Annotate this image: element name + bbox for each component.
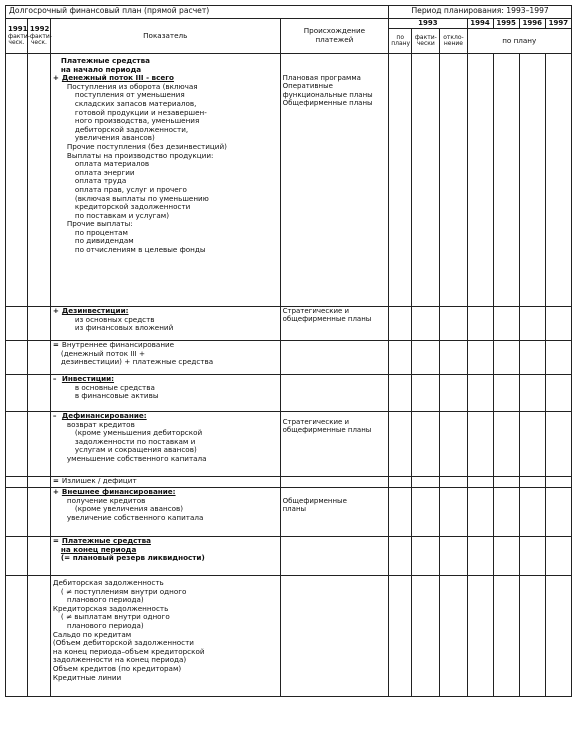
liquidity-reserve-note: (= плановый резерв ликвидности)	[60, 553, 205, 563]
col-1993-plan	[389, 29, 412, 54]
plan-title: Долгосрочный финансовый план (прямой расчет)	[6, 6, 389, 19]
receipts-line: ного производства, уменьшения	[74, 116, 200, 126]
receivables-note: планового периода)	[66, 595, 144, 605]
cell-1994	[467, 488, 493, 537]
cell-1991	[6, 412, 28, 477]
definancing-title: Дефинансирование:	[61, 411, 147, 420]
cell-1993-plan	[389, 341, 412, 375]
col-1992	[27, 19, 50, 54]
cell-1992	[27, 307, 50, 341]
cell-1996	[519, 375, 545, 412]
cell-1994	[467, 477, 493, 488]
cell-1993-plan	[389, 477, 412, 488]
cell-1995	[493, 54, 519, 307]
source-cell	[280, 576, 389, 697]
cell-1996	[519, 576, 545, 697]
cell-1992	[27, 412, 50, 477]
cell-1997	[545, 54, 571, 307]
plus-sign: +	[52, 73, 59, 83]
indicator-cell	[50, 537, 280, 576]
cell-1997	[545, 307, 571, 341]
cell-1993-dev	[440, 412, 467, 477]
other-payments-line: по отчислениям в целевые фонды	[74, 245, 206, 255]
payables-note: ( ≠ выплатам внутри одного	[60, 612, 170, 622]
cell-1997	[545, 341, 571, 375]
cell-1995	[493, 341, 519, 375]
internal-financing-line: дезинвестиции) + платежные средства	[60, 357, 214, 367]
col-1993-plan-1: по	[396, 33, 404, 41]
external-financing-item: получение кредитов	[66, 495, 146, 505]
cell-1997	[545, 488, 571, 537]
year-1995: 1995	[493, 19, 519, 29]
equals-sign: =	[52, 340, 59, 349]
source-line: Общефирменные планы	[282, 99, 373, 108]
cell-1991	[6, 488, 28, 537]
col-1993-fact	[412, 29, 440, 54]
table-row	[6, 488, 572, 537]
cell-1994	[467, 341, 493, 375]
cell-1993-fact	[412, 412, 440, 477]
year-1994: 1994	[467, 19, 493, 29]
table-row	[6, 375, 572, 412]
cash-start-title-2: на начало периода	[60, 64, 142, 74]
cell-1992	[27, 488, 50, 537]
cell-1995	[493, 576, 519, 697]
cell-1993-dev	[440, 307, 467, 341]
cell-1993-plan	[389, 537, 412, 576]
col-1993-fact-1: факти-	[414, 33, 437, 41]
cash-start-title: Платежные средства	[60, 56, 150, 65]
payments-line: по поставкам и услугам)	[74, 210, 170, 220]
payments-line: оплата энергии	[74, 167, 135, 177]
cell-1993-fact	[412, 576, 440, 697]
cell-1996	[519, 54, 545, 307]
cash-end-title: Платежные средства	[61, 536, 151, 545]
cell-1994	[467, 375, 493, 412]
minus-sign: –	[52, 411, 57, 420]
year-1996: 1996	[519, 19, 545, 29]
cell-1994	[467, 576, 493, 697]
table-row	[6, 576, 572, 697]
other-payments-line: по дивидендам	[74, 236, 134, 246]
receivables-note: ( ≠ поступлениям внутри одного	[60, 586, 187, 596]
cell-1996	[519, 537, 545, 576]
cell-1994	[467, 412, 493, 477]
table-row	[6, 412, 572, 477]
header-row-1	[6, 19, 572, 29]
col-source-line-1: Происхождение	[303, 26, 366, 36]
definancing-item: услугам и сокращения авансов)	[74, 445, 197, 455]
cell-1991	[6, 54, 28, 307]
source-line: планы	[282, 505, 307, 514]
other-payments-line: по процентам	[74, 227, 128, 237]
cell-1991	[6, 477, 28, 488]
cell-1994	[467, 307, 493, 341]
col-1991	[6, 19, 28, 54]
external-financing-item: увеличение собственного капитала	[66, 512, 204, 522]
cell-1996	[519, 412, 545, 477]
indicator-cell	[50, 341, 280, 375]
investments-item: в финансовые активы	[74, 391, 159, 401]
cell-1997	[545, 537, 571, 576]
cell-1996	[519, 477, 545, 488]
cell-1995	[493, 537, 519, 576]
cell-1992	[27, 576, 50, 697]
table-row	[6, 54, 572, 307]
payments-line: оплата прав, услуг и прочего	[74, 184, 187, 194]
indicator-cell	[50, 576, 280, 697]
financial-plan-page	[5, 5, 577, 732]
source-cell	[280, 54, 389, 307]
col-indicator: Показатель	[50, 19, 280, 54]
col-1993-fact-2: чески	[416, 40, 435, 47]
payables-note: планового периода)	[66, 620, 144, 630]
definancing-item: (кроме уменьшения дебиторской	[74, 428, 203, 438]
cell-1991	[6, 576, 28, 697]
indicator-cell	[50, 375, 280, 412]
cash-flow-total: Денежный поток III - всего	[61, 73, 174, 83]
cell-1993-dev	[440, 341, 467, 375]
cell-1991	[6, 375, 28, 412]
other-payments-title: Прочие выплаты:	[66, 219, 133, 229]
col-1992-sub-1: факти-	[29, 32, 52, 40]
cell-1993-fact	[412, 477, 440, 488]
internal-financing: Внутреннее финансирование	[61, 340, 175, 349]
cell-1995	[493, 375, 519, 412]
credit-balance: Сальдо по кредитам	[52, 629, 132, 639]
cell-1993-dev	[440, 477, 467, 488]
minus-sign: –	[52, 374, 57, 383]
title-row	[6, 6, 572, 19]
cell-1993-plan	[389, 375, 412, 412]
receipts-line: поступления от уменьшения	[74, 90, 185, 100]
receipts-line: готовой продукции и незавершен-	[74, 107, 207, 117]
cell-1995	[493, 307, 519, 341]
cell-1993-plan	[389, 576, 412, 697]
source-cell	[280, 307, 389, 341]
surplus-deficit: Излишек / дефицит	[61, 476, 137, 485]
credit-lines: Кредитные линии	[52, 672, 122, 682]
source-line: общефирменные планы	[282, 426, 372, 435]
cell-1992	[27, 477, 50, 488]
cell-1993-dev	[440, 375, 467, 412]
equals-sign: =	[52, 476, 59, 485]
financial-plan-table	[5, 5, 572, 697]
cell-1991	[6, 537, 28, 576]
cell-1993-fact	[412, 54, 440, 307]
payments-line: оплата материалов	[74, 159, 150, 169]
cell-1993-plan	[389, 307, 412, 341]
cell-1997	[545, 477, 571, 488]
cell-1995	[493, 488, 519, 537]
source-line: Стратегические и	[282, 418, 350, 426]
table-row	[6, 537, 572, 576]
receipts-line: складских запасов материалов,	[74, 98, 197, 108]
year-1991: 1991	[8, 25, 28, 34]
cell-1992	[27, 375, 50, 412]
cell-1996	[519, 488, 545, 537]
cell-1991	[6, 341, 28, 375]
payments-line: (включая выплаты по уменьшению	[74, 193, 209, 203]
table-row	[6, 341, 572, 375]
cell-1993-fact	[412, 375, 440, 412]
cash-end-title-2: на конец периода	[60, 544, 137, 554]
internal-financing-line: (денежный поток III +	[60, 348, 145, 358]
disinvestment-item: из основных средств	[74, 314, 155, 324]
cell-1996	[519, 307, 545, 341]
cell-1993-dev	[440, 576, 467, 697]
col-source	[280, 19, 389, 54]
source-line: Плановая программа	[282, 74, 361, 82]
col-1993-plan-2: плану	[391, 40, 411, 47]
year-1992: 1992	[29, 25, 50, 34]
plus-sign: +	[52, 487, 59, 496]
cell-1995	[493, 477, 519, 488]
investments-title: Инвестиции:	[61, 374, 115, 383]
cell-1993-plan	[389, 54, 412, 307]
payments-line: оплата труда	[74, 176, 127, 186]
external-financing-item: (кроме увеличения авансов)	[74, 504, 184, 514]
receivables: Дебиторская задолженность	[52, 578, 164, 587]
investments-item: в основные средства	[74, 382, 155, 392]
plus-sign: +	[52, 306, 59, 315]
credit-balance-note: задолженности на конец периода)	[52, 655, 187, 665]
source-cell	[280, 375, 389, 412]
table-row	[6, 477, 572, 488]
col-1993-dev-1: откло-	[443, 33, 464, 41]
cell-1993-plan	[389, 488, 412, 537]
cell-1997	[545, 576, 571, 697]
col-source-line-2: платежей	[315, 35, 354, 44]
indicator-cell	[50, 307, 280, 341]
col-1993-deviation	[440, 29, 467, 54]
credit-volume: Объем кредитов (по кредиторам)	[52, 663, 182, 673]
cell-1993-dev	[440, 54, 467, 307]
col-1991-sub-1: факти-	[8, 32, 30, 40]
receipts-line: дебиторской задолженности,	[74, 124, 189, 134]
cell-1997	[545, 375, 571, 412]
source-cell	[280, 412, 389, 477]
cell-1993-dev	[440, 488, 467, 537]
cell-1996	[519, 341, 545, 375]
cell-1992	[27, 54, 50, 307]
cell-1993-fact	[412, 341, 440, 375]
definancing-item: задолженности по поставкам и	[74, 436, 196, 446]
source-cell	[280, 537, 389, 576]
cell-1993-fact	[412, 488, 440, 537]
cell-1993-fact	[412, 307, 440, 341]
cell-1993-plan	[389, 412, 412, 477]
other-receipts: Прочие поступления (без дезинвестиций)	[66, 141, 227, 151]
col-1992-sub-2: ческ.	[30, 39, 47, 47]
definancing-item: возврат кредитов	[66, 419, 135, 429]
credit-balance-note: (Объем дебиторской задолженности	[52, 638, 194, 648]
definancing-item: уменьшение собственного капитала	[66, 453, 207, 463]
payments-title: Выплаты на производство продукции:	[66, 150, 214, 160]
indicator-cell	[50, 477, 280, 488]
year-1993: 1993	[389, 19, 467, 29]
cell-1997	[545, 412, 571, 477]
source-cell	[280, 488, 389, 537]
indicator-cell	[50, 488, 280, 537]
disinvestment-item: из финансовых вложений	[74, 323, 174, 333]
cell-1994	[467, 537, 493, 576]
source-line: Стратегические и	[282, 307, 350, 315]
cell-1991	[6, 307, 28, 341]
col-1993-dev-2: нение	[443, 40, 463, 47]
col-1991-sub-2: ческ.	[8, 39, 25, 47]
table-row	[6, 307, 572, 341]
receipts-line: Поступления из оборота (включая	[66, 81, 198, 91]
source-line: общефирменные планы	[282, 315, 372, 324]
col-plan-1994-1997: по плану	[467, 29, 572, 54]
cell-1992	[27, 341, 50, 375]
source-line: Общефирменные	[282, 497, 347, 505]
cell-1992	[27, 537, 50, 576]
receipts-line: увеличения авансов)	[74, 133, 155, 143]
disinvestment-title: Дезинвестиции:	[61, 306, 129, 315]
year-1997: 1997	[545, 19, 571, 29]
indicator-cell	[50, 412, 280, 477]
source-cell	[280, 477, 389, 488]
cell-1995	[493, 412, 519, 477]
payments-line: кредиторской задолженности	[74, 202, 191, 212]
external-financing-title: Внешнее финансирование:	[61, 487, 176, 496]
indicator-cell	[50, 54, 280, 307]
source-line: функциональные планы	[282, 90, 373, 99]
source-line: Оперативные	[282, 82, 333, 91]
credit-balance-note: на конец периода–объем кредиторской	[52, 646, 205, 656]
planning-period: Период планирования: 1993–1997	[389, 6, 572, 19]
source-cell	[280, 341, 389, 375]
cell-1993-fact	[412, 537, 440, 576]
cell-1994	[467, 54, 493, 307]
cell-1993-dev	[440, 537, 467, 576]
equals-sign: =	[52, 536, 59, 545]
payables: Кредиторская задолженность	[52, 603, 169, 613]
